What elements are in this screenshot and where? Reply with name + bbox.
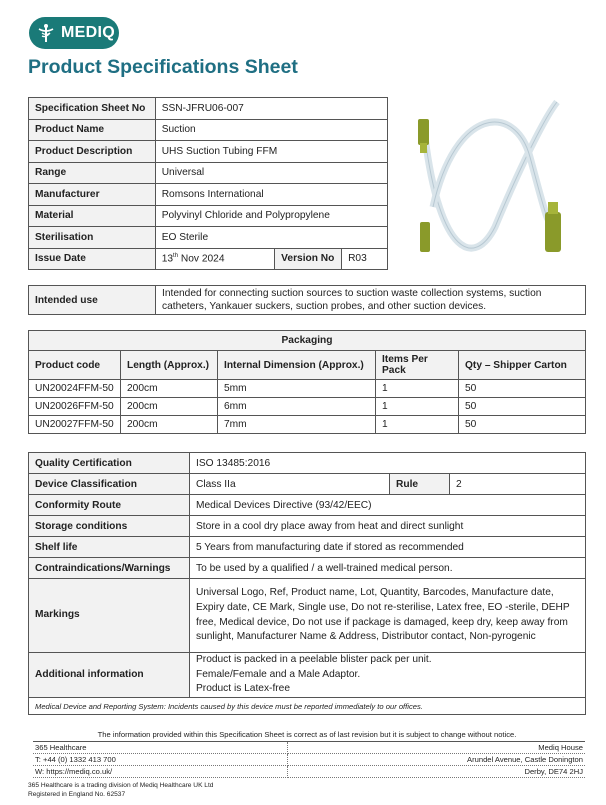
table-cell: 5mm: [218, 380, 376, 398]
field-label: Manufacturer: [29, 184, 156, 206]
field-value: Class IIa: [190, 474, 390, 495]
additional-line: Product is Latex-free: [196, 683, 290, 695]
spec-table: [28, 97, 388, 270]
table-cell: 6mm: [218, 398, 376, 416]
brand-name: MEDIQ: [61, 24, 115, 41]
footnote-line: 365 Healthcare is a trading division of Mediq Healthcare UK Ltd: [28, 782, 214, 789]
field-label: Markings: [29, 579, 190, 653]
table-row: [29, 653, 586, 698]
field-label: Shelf life: [29, 537, 190, 558]
field-value: Romsons International: [155, 184, 387, 206]
table-row: [29, 698, 586, 715]
table-row: [29, 380, 586, 398]
table-row: [29, 474, 586, 495]
issue-month-year: Nov 2024: [178, 253, 225, 265]
field-label: Additional information: [29, 653, 190, 698]
field-label: Issue Date: [29, 248, 156, 270]
field-label: Device Classification: [29, 474, 190, 495]
field-value: Universal: [155, 162, 387, 184]
rule-label: Rule: [390, 474, 450, 495]
table-cell: 50: [459, 380, 586, 398]
field-label: Sterilisation: [29, 227, 156, 249]
table-cell: 50: [459, 398, 586, 416]
column-header: Product code: [29, 351, 121, 380]
table-row: [29, 453, 586, 474]
field-label: Conformity Route: [29, 495, 190, 516]
field-label: Storage conditions: [29, 516, 190, 537]
footer-table: [33, 741, 585, 778]
field-value: ISO 13485:2016: [190, 453, 586, 474]
field-value: Polyvinyl Chloride and Polypropylene: [155, 205, 387, 227]
field-value: SSN-JFRU06-007: [155, 98, 387, 120]
footer-company: 365 Healthcare: [33, 742, 288, 754]
version-label: Version No: [275, 248, 342, 270]
intended-use-text: Intended for connecting suction sources to suction waste collection systems, suction catheters, Yankauer suckers, suction probes, and other suction devices.: [156, 286, 586, 315]
table-row: [29, 119, 388, 141]
table-cell: UN20027FFM-50: [29, 416, 121, 434]
field-label: Range: [29, 162, 156, 184]
table-row: [29, 184, 388, 206]
footer-address-line: Mediq House: [288, 742, 586, 754]
field-label: Material: [29, 205, 156, 227]
field-value: 5 Years from manufacturing date if stored as recommended: [190, 537, 586, 558]
table-cell: 50: [459, 416, 586, 434]
column-header: Internal Dimension (Approx.): [218, 351, 376, 380]
quality-table: [28, 452, 586, 715]
field-value: EO Sterile: [155, 227, 387, 249]
suction-tubing-image: [395, 97, 585, 269]
column-header: Items Per Pack: [376, 351, 459, 380]
disclaimer: The information provided within this Specification Sheet is correct as of last revision but it is subject to change without notice.: [97, 730, 517, 739]
footer-row: [33, 742, 585, 754]
additional-line: Product is packed in a peelable blister pack per unit.: [196, 654, 432, 666]
table-cell: UN20024FFM-50: [29, 380, 121, 398]
field-value: Store in a cool dry place away from heat and direct sunlight: [190, 516, 586, 537]
rule-value: 2: [450, 474, 586, 495]
table-row: [29, 248, 388, 270]
table-row: [29, 579, 586, 653]
additional-line: Female/Female and a Male Adaptor.: [196, 668, 361, 680]
table-row: [29, 205, 388, 227]
table-row: [29, 398, 586, 416]
table-row: [29, 416, 586, 434]
header-row: [29, 351, 586, 380]
table-row: [29, 98, 388, 120]
table-cell: 1: [376, 380, 459, 398]
table-cell: 200cm: [121, 398, 218, 416]
column-header: Qty – Shipper Carton: [459, 351, 586, 380]
issue-suffix: th: [173, 253, 179, 260]
footer-phone: T: +44 (0) 1332 413 700: [33, 754, 288, 766]
issue-date: [155, 248, 274, 270]
field-value: Universal Logo, Ref, Product name, Lot, Quantity, Barcodes, Manufacture date, Expiry date, CE Mark, Single use, Do not re-sterilise, Latex free, EO -sterile, DEHP free, Medical device, Do not use if package is damaged, keep dry, keep away from sunlight, Manufacturer Name & Address, Distributor contact, Non-pyrogenic: [190, 579, 586, 653]
footer-web: W: https://mediq.co.uk/: [33, 766, 288, 778]
table-cell: 1: [376, 416, 459, 434]
table-row: [29, 227, 388, 249]
footer-address-line: Derby, DE74 2HJ: [288, 766, 586, 778]
mediq-logo: [29, 17, 119, 49]
packaging-caption-row: [29, 331, 586, 351]
packaging-table: [28, 330, 586, 434]
table-row: [29, 495, 586, 516]
intended-use-table: [28, 285, 586, 315]
field-value: To be used by a qualified / a well-trained medical person.: [190, 558, 586, 579]
page-title: Product Specifications Sheet: [28, 56, 298, 78]
table-cell: 7mm: [218, 416, 376, 434]
version-value: R03: [342, 248, 388, 270]
table-cell: 200cm: [121, 380, 218, 398]
footnote: [28, 781, 213, 799]
field-value: UHS Suction Tubing FFM: [155, 141, 387, 163]
table-row: [29, 162, 388, 184]
table-row: [29, 286, 586, 315]
field-value: Medical Devices Directive (93/42/EEC): [190, 495, 586, 516]
table-cell: 200cm: [121, 416, 218, 434]
table-cell: 1: [376, 398, 459, 416]
field-value: [190, 653, 586, 698]
table-row: [29, 141, 388, 163]
table-row: [29, 558, 586, 579]
table-row: [29, 537, 586, 558]
field-label: Product Name: [29, 119, 156, 141]
intended-use-label: Intended use: [29, 286, 156, 315]
footer-row: [33, 754, 585, 766]
field-value: Suction: [155, 119, 387, 141]
footer-row: [33, 766, 585, 778]
footnote-line: Registered in England No. 62537: [28, 791, 126, 798]
reporting-note: Medical Device and Reporting System: Incidents caused by this device must be reported immediately to our offices.: [29, 698, 586, 715]
caduceus-icon: [35, 22, 57, 44]
table-row: [29, 516, 586, 537]
footer-address-line: Arundel Avenue, Castle Donington: [288, 754, 586, 766]
field-label: Specification Sheet No: [29, 98, 156, 120]
field-label: Product Description: [29, 141, 156, 163]
field-label: Quality Certification: [29, 453, 190, 474]
column-header: Length (Approx.): [121, 351, 218, 380]
issue-day: 13: [161, 253, 174, 265]
table-cell: UN20026FFM-50: [29, 398, 121, 416]
field-label: Contraindications/Warnings: [29, 558, 190, 579]
packaging-caption: Packaging: [29, 331, 586, 351]
